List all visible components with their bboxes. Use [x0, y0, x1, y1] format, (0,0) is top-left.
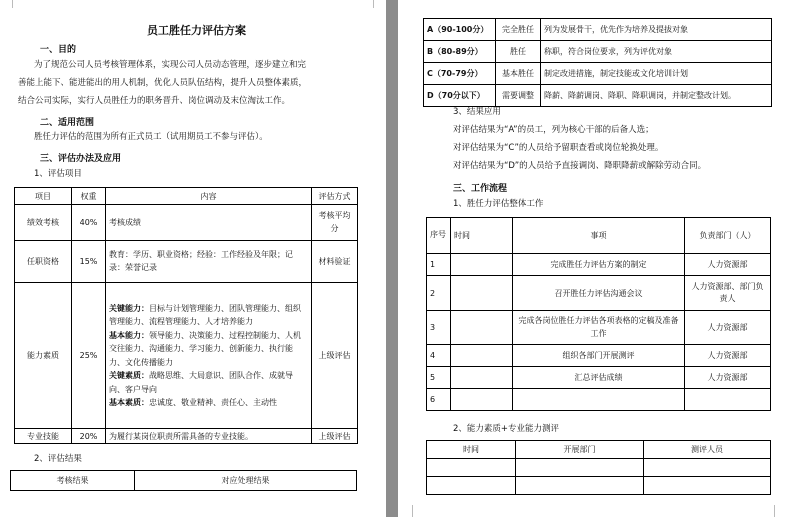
table-row	[427, 254, 771, 276]
cell-action: 称职，符合岗位要求，列为评优对象	[541, 41, 772, 63]
block-text: 目标与计划管理能力、团队管理能力、组织管理能力、流程管理能力、人才培养能力	[109, 303, 301, 326]
cell-weight: 15%	[72, 241, 106, 283]
cell-method: 材料验证	[312, 241, 358, 283]
cell-item: 能力素质	[15, 283, 72, 429]
paragraph-line: 对评估结果为“D”的人员给予直接调岗、降职降薪或解除劳动合同。	[453, 161, 707, 171]
margin-mark	[412, 505, 413, 517]
table-header-row	[427, 441, 771, 459]
column-header: 项目	[15, 188, 72, 205]
cell-level: 完全胜任	[496, 19, 541, 41]
subheading-overall: 1、胜任力评估整体工作	[453, 199, 544, 209]
cell-level: 需要调整	[496, 85, 541, 107]
cell-weight: 40%	[72, 205, 106, 241]
cell-content: 为履行某岗位职责所需具备的专业技能。	[106, 429, 312, 444]
table-row	[15, 241, 358, 283]
block-label: 基本素质：	[109, 398, 149, 407]
empty-cell	[427, 459, 516, 477]
section-heading-purpose: 一、目的	[40, 45, 77, 55]
empty-cell	[644, 459, 771, 477]
cell-no: 4	[427, 345, 451, 367]
margin-mark	[774, 505, 775, 517]
cell-method: 上级评估	[312, 429, 358, 444]
cell-weight: 20%	[72, 429, 106, 444]
cell-no: 6	[427, 389, 451, 411]
column-header: 时间	[451, 218, 513, 254]
table-row	[427, 459, 771, 477]
cell-task	[513, 389, 685, 411]
block-label: 关键能力：	[109, 303, 149, 313]
cell-no: 1	[427, 254, 451, 276]
table-row	[424, 19, 772, 41]
column-header: 时间	[427, 441, 516, 459]
cell-no: 3	[427, 311, 451, 345]
column-header: 测评人员	[644, 441, 771, 459]
table-header-row	[427, 218, 771, 254]
workflow-table	[426, 217, 771, 411]
empty-cell	[644, 477, 771, 495]
cell-item: 任职资格	[15, 241, 72, 283]
subheading-assessment: 2、能力素质+专业能力测评	[453, 424, 560, 434]
paragraph-line: 为了规范公司人员考核管理体系，实现公司人员动态管理，逐步建立和完	[34, 60, 307, 70]
table-header-row	[11, 471, 357, 491]
section-heading-workflow: 三、工作流程	[453, 184, 508, 194]
cell-dept: 人力资源部	[685, 345, 771, 367]
evaluation-items-table	[14, 187, 358, 444]
cell-action: 降薪、降薪调岗、降职、降职调岗，并制定整改计划。	[541, 85, 772, 107]
table-row	[427, 477, 771, 495]
cell-content: 考核成绩	[106, 205, 312, 241]
document-page-left	[0, 0, 386, 517]
block-text: 战略思维、大局意识、团队合作、成就导向、客户导向	[109, 371, 293, 394]
table-row	[427, 276, 771, 311]
cell-grade: A（90-100分）	[424, 19, 496, 41]
cell-task: 完成各岗位胜任力评估各项表格的定稿及准备工作	[513, 311, 685, 345]
subheading-application: 3、结果应用	[453, 107, 501, 117]
empty-cell	[516, 477, 644, 495]
cell-level: 胜任	[496, 41, 541, 63]
cell-dept: 人力资源部、部门负责人	[685, 276, 771, 311]
cell-time	[451, 254, 513, 276]
cell-dept: 人力资源部	[685, 367, 771, 389]
cell-method: 考核平均分	[312, 205, 358, 241]
table-row	[427, 345, 771, 367]
cell-action: 列为发展骨干，优先作为培养及提拔对象	[541, 19, 772, 41]
assessment-table	[426, 440, 771, 495]
grade-table	[423, 18, 772, 107]
subheading-items: 1、评估项目	[34, 169, 82, 179]
column-header: 开展部门	[516, 441, 644, 459]
cell-no: 2	[427, 276, 451, 311]
cell-dept	[685, 389, 771, 411]
table-header-row	[15, 188, 358, 205]
table-row	[15, 429, 358, 444]
document-title: 员工胜任力评估方案	[147, 24, 246, 37]
cell-grade: B（80-89分）	[424, 41, 496, 63]
cell-task: 汇总评估成绩	[513, 367, 685, 389]
empty-cell	[427, 477, 516, 495]
result-header-table	[10, 470, 357, 491]
cell-time	[451, 276, 513, 311]
table-row	[424, 41, 772, 63]
margin-mark	[12, 0, 13, 8]
block-label: 基本能力：	[109, 330, 149, 340]
table-row	[427, 367, 771, 389]
cell-weight: 25%	[72, 283, 106, 429]
block-label: 关键素质：	[109, 371, 149, 380]
cell-time	[451, 367, 513, 389]
cell-action: 制定改进措施，制定技能或文化培训计划	[541, 63, 772, 85]
column-header: 考核结果	[11, 471, 135, 491]
paragraph-line: 对评估结果为“A”的员工，列为核心干部的后备人选；	[453, 125, 654, 135]
cell-grade: C（70-79分）	[424, 63, 496, 85]
paragraph-line: 对评估结果为“C”的人员给予留职查看或岗位轮换处理。	[453, 143, 664, 153]
cell-item: 专业技能	[15, 429, 72, 444]
block-text: 领导能力、决策能力、过程控制能力、人机交往能力、沟通能力、学习能力、创新能力、执行能力、文化传播能力	[109, 330, 301, 367]
table-row	[15, 205, 358, 241]
cell-dept: 人力资源部	[685, 311, 771, 345]
empty-cell	[516, 459, 644, 477]
table-row	[424, 63, 772, 85]
table-row	[427, 311, 771, 345]
margin-mark	[373, 0, 374, 8]
cell-task: 组织各部门开展测评	[513, 345, 685, 367]
cell-time	[451, 311, 513, 345]
table-row	[15, 283, 358, 429]
cell-task: 召开胜任力评估沟通会议	[513, 276, 685, 311]
subheading-results: 2、评估结果	[34, 454, 82, 464]
document-page-right	[398, 0, 787, 517]
section-heading-method: 三、评估办法及应用	[40, 154, 122, 164]
cell-task: 完成胜任力评估方案的制定	[513, 254, 685, 276]
column-header: 评估方式	[312, 188, 358, 205]
paragraph-line: 善能上能下、能进能出的用人机制，优化人员队伍结构，提升人员整体素质，	[18, 78, 308, 88]
column-header: 权重	[72, 188, 106, 205]
column-header: 负责部门（人）	[685, 218, 771, 254]
table-row	[427, 389, 771, 411]
cell-time	[451, 345, 513, 367]
cell-level: 基本胜任	[496, 63, 541, 85]
column-header: 内容	[106, 188, 312, 205]
cell-time	[451, 389, 513, 411]
cell-item: 绩效考核	[15, 205, 72, 241]
cell-dept: 人力资源部	[685, 254, 771, 276]
section-heading-scope: 二、适用范围	[40, 118, 95, 128]
cell-no: 5	[427, 367, 451, 389]
column-header: 事项	[513, 218, 685, 254]
cell-grade: D（70分以下）	[424, 85, 496, 107]
cell-content-blocks	[106, 283, 312, 429]
cell-content: 教育：学历、职业资格；经验：工作经验及年限；记录：荣誉记录	[106, 241, 312, 283]
cell-method: 上级评估	[312, 283, 358, 429]
block-text: 忠诚度、敬业精神、责任心、主动性	[149, 398, 277, 407]
paragraph-line: 结合公司实际，实行人员胜任力的职务晋升、岗位调动及末位淘汰工作。	[18, 96, 291, 106]
column-header: 对应处理结果	[135, 471, 357, 491]
column-header: 序号	[427, 218, 451, 254]
paragraph-line: 胜任力评估的范围为所有正式员工（试用期员工不参与评估）。	[34, 132, 268, 142]
